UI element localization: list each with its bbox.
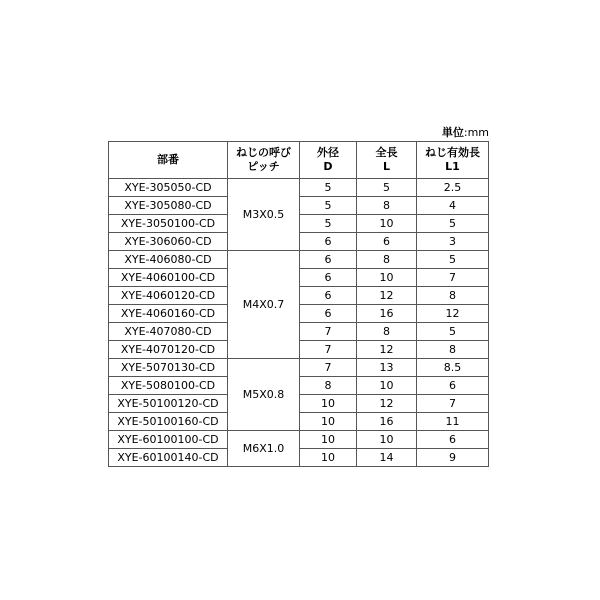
outer-diameter-cell: 10: [300, 413, 357, 431]
header-outer-diameter: 外径 D: [300, 142, 357, 179]
total-length-cell: 14: [357, 449, 417, 467]
total-length-cell: 12: [357, 395, 417, 413]
thread-length-cell: 6: [417, 377, 489, 395]
thread-length-cell: 8: [417, 341, 489, 359]
unit-note: [442, 124, 489, 140]
table-row: [109, 359, 489, 377]
total-length-cell: 6: [357, 233, 417, 251]
spec-table-body: [109, 179, 489, 467]
outer-diameter-cell: 10: [300, 431, 357, 449]
part-number-cell: XYE-407080-CD: [109, 323, 228, 341]
total-length-cell: 12: [357, 341, 417, 359]
thread-length-cell: 4: [417, 197, 489, 215]
total-length-cell: 8: [357, 251, 417, 269]
part-number-cell: XYE-50100120-CD: [109, 395, 228, 413]
outer-diameter-cell: 7: [300, 341, 357, 359]
outer-diameter-cell: 8: [300, 377, 357, 395]
table-row: [109, 179, 489, 197]
table-row: [109, 431, 489, 449]
thread-length-cell: 5: [417, 215, 489, 233]
total-length-cell: 8: [357, 197, 417, 215]
part-number-cell: XYE-3050100-CD: [109, 215, 228, 233]
outer-diameter-cell: 6: [300, 305, 357, 323]
header-part: 部番: [109, 142, 228, 179]
outer-diameter-cell: 7: [300, 359, 357, 377]
outer-diameter-cell: 7: [300, 323, 357, 341]
part-number-cell: XYE-305080-CD: [109, 197, 228, 215]
part-number-cell: XYE-4070120-CD: [109, 341, 228, 359]
outer-diameter-cell: 6: [300, 251, 357, 269]
header-row: [109, 142, 489, 179]
thread-length-cell: 7: [417, 395, 489, 413]
part-number-cell: XYE-5070130-CD: [109, 359, 228, 377]
total-length-cell: 10: [357, 269, 417, 287]
outer-diameter-cell: 10: [300, 449, 357, 467]
part-number-cell: XYE-60100100-CD: [109, 431, 228, 449]
thread-size-cell: M6X1.0: [228, 431, 300, 467]
part-number-cell: XYE-4060120-CD: [109, 287, 228, 305]
part-number-cell: XYE-306060-CD: [109, 233, 228, 251]
total-length-cell: 12: [357, 287, 417, 305]
thread-length-cell: 5: [417, 323, 489, 341]
table-row: [109, 251, 489, 269]
part-number-cell: XYE-60100140-CD: [109, 449, 228, 467]
part-number-cell: XYE-305050-CD: [109, 179, 228, 197]
outer-diameter-cell: 6: [300, 269, 357, 287]
total-length-cell: 10: [357, 377, 417, 395]
thread-length-cell: 5: [417, 251, 489, 269]
part-number-cell: XYE-4060100-CD: [109, 269, 228, 287]
part-number-cell: XYE-406080-CD: [109, 251, 228, 269]
thread-size-cell: M5X0.8: [228, 359, 300, 431]
total-length-cell: 10: [357, 431, 417, 449]
header-thread-length: ねじ有効長 L1: [417, 142, 489, 179]
thread-size-cell: M3X0.5: [228, 179, 300, 251]
outer-diameter-cell: 5: [300, 179, 357, 197]
thread-size-cell: M4X0.7: [228, 251, 300, 359]
unit-label: 単位: [441, 126, 464, 139]
total-length-cell: 16: [357, 305, 417, 323]
thread-length-cell: 12: [417, 305, 489, 323]
outer-diameter-cell: 10: [300, 395, 357, 413]
thread-length-cell: 7: [417, 269, 489, 287]
total-length-cell: 5: [357, 179, 417, 197]
total-length-cell: 8: [357, 323, 417, 341]
thread-length-cell: 9: [417, 449, 489, 467]
part-number-cell: XYE-4060160-CD: [109, 305, 228, 323]
thread-length-cell: 2.5: [417, 179, 489, 197]
outer-diameter-cell: 6: [300, 287, 357, 305]
outer-diameter-cell: 6: [300, 233, 357, 251]
part-number-cell: XYE-5080100-CD: [109, 377, 228, 395]
spec-table: [108, 141, 489, 467]
thread-length-cell: 11: [417, 413, 489, 431]
thread-length-cell: 3: [417, 233, 489, 251]
total-length-cell: 10: [357, 215, 417, 233]
total-length-cell: 16: [357, 413, 417, 431]
thread-length-cell: 8: [417, 287, 489, 305]
unit-value: :mm: [463, 126, 489, 139]
outer-diameter-cell: 5: [300, 215, 357, 233]
header-total-length: 全長 L: [357, 142, 417, 179]
outer-diameter-cell: 5: [300, 197, 357, 215]
thread-length-cell: 8.5: [417, 359, 489, 377]
part-number-cell: XYE-50100160-CD: [109, 413, 228, 431]
total-length-cell: 13: [357, 359, 417, 377]
thread-length-cell: 6: [417, 431, 489, 449]
header-thread-pitch: ねじの呼び ピッチ: [228, 142, 300, 179]
